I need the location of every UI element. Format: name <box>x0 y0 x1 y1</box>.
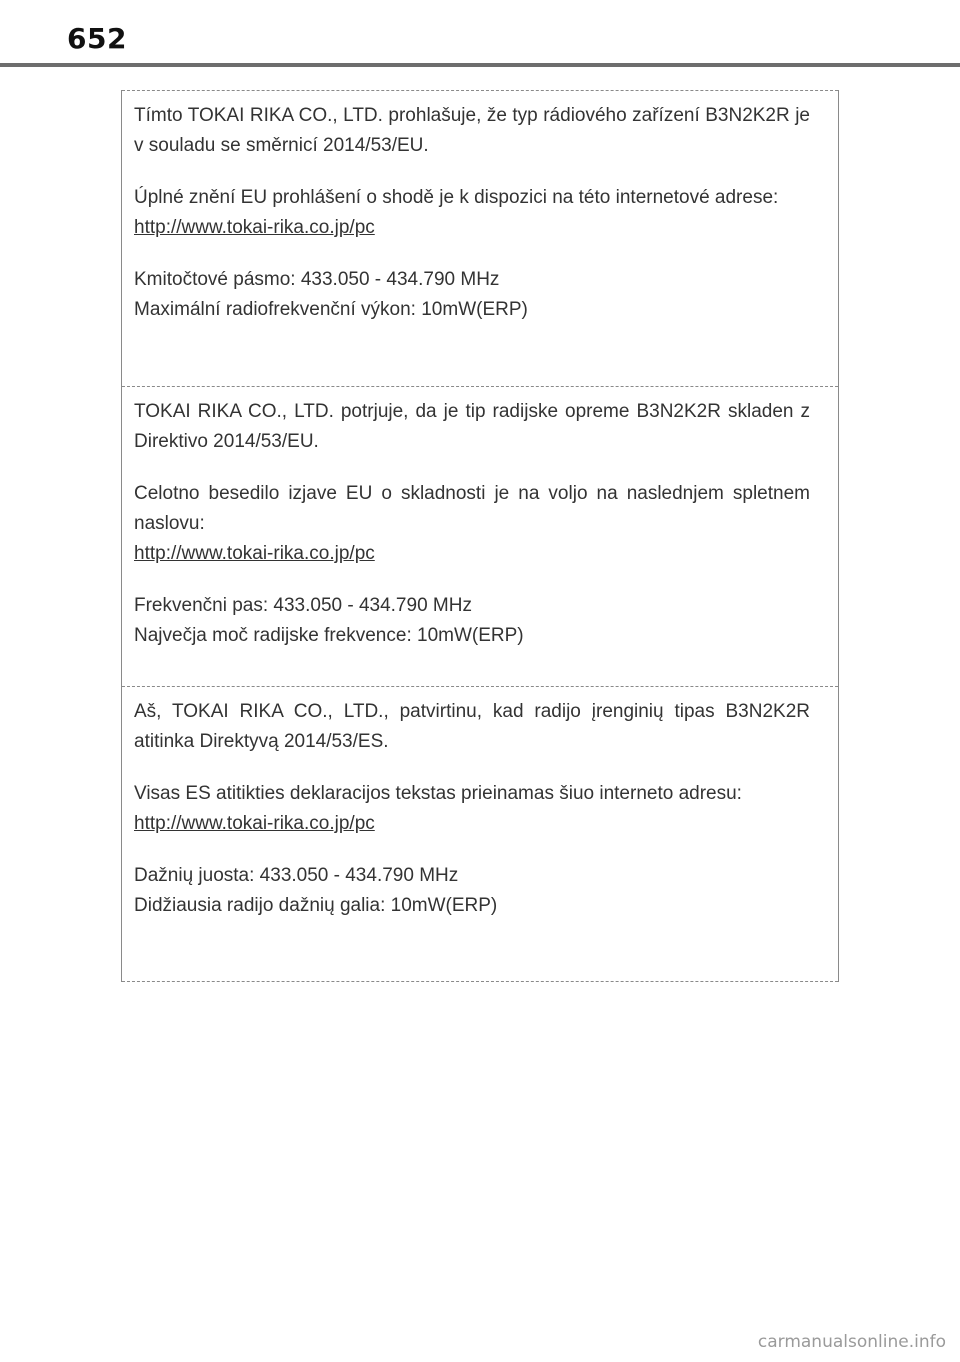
declaration-section-slovenian <box>122 386 838 686</box>
declaration-full-text-note: Celotno besedilo izjave EU o skladnosti je na voljo na naslednjem spletnem naslovu: <box>134 483 810 534</box>
declaration-url-link[interactable]: http://www.tokai-rika.co.jp/pc <box>134 813 375 834</box>
declaration-full-text-note: Visas ES atitikties deklaracijos tekstas prieinamas šiuo interneto adresu: <box>134 783 742 804</box>
declaration-box <box>121 90 839 982</box>
frequency-band: Frekvenčni pas: 433.050 - 434.790 MHz <box>134 595 472 616</box>
declaration-url-link[interactable]: http://www.tokai-rika.co.jp/pc <box>134 543 375 564</box>
page-number: 652 <box>67 22 127 55</box>
max-power: Maximální radiofrekvenční výkon: 10mW(ERP) <box>134 299 528 320</box>
declaration-section-czech <box>122 90 838 386</box>
declaration-intro: TOKAI RIKA CO., LTD. potrjuje, da je tip radijske opreme B3N2K2R skladen z Direktivo 2014/53/EU. <box>134 401 810 452</box>
max-power: Največja moč radijske frekvence: 10mW(ERP) <box>134 625 524 646</box>
watermark-text: carmanualsonline.info <box>757 1332 946 1352</box>
declaration-intro: Tímto TOKAI RIKA CO., LTD. prohlašuje, že typ rádiového zařízení B3N2K2R je v souladu se směrnicí 2014/53/EU. <box>134 105 810 156</box>
declaration-intro: Aš, TOKAI RIKA CO., LTD., patvirtinu, kad radijo įrenginių tipas B3N2K2R atitinka Direktyvą 2014/53/ES. <box>134 701 810 752</box>
frequency-band: Kmitočtové pásmo: 433.050 - 434.790 MHz <box>134 269 500 290</box>
declaration-url-link[interactable]: http://www.tokai-rika.co.jp/pc <box>134 217 375 238</box>
declaration-full-text-note: Úplné znění EU prohlášení o shodě je k dispozici na této internetové adrese: <box>134 187 779 208</box>
declaration-section-lithuanian <box>122 686 838 982</box>
frequency-band: Dažnių juosta: 433.050 - 434.790 MHz <box>134 865 459 886</box>
header-rule <box>0 63 960 67</box>
max-power: Didžiausia radijo dažnių galia: 10mW(ERP) <box>134 895 498 916</box>
